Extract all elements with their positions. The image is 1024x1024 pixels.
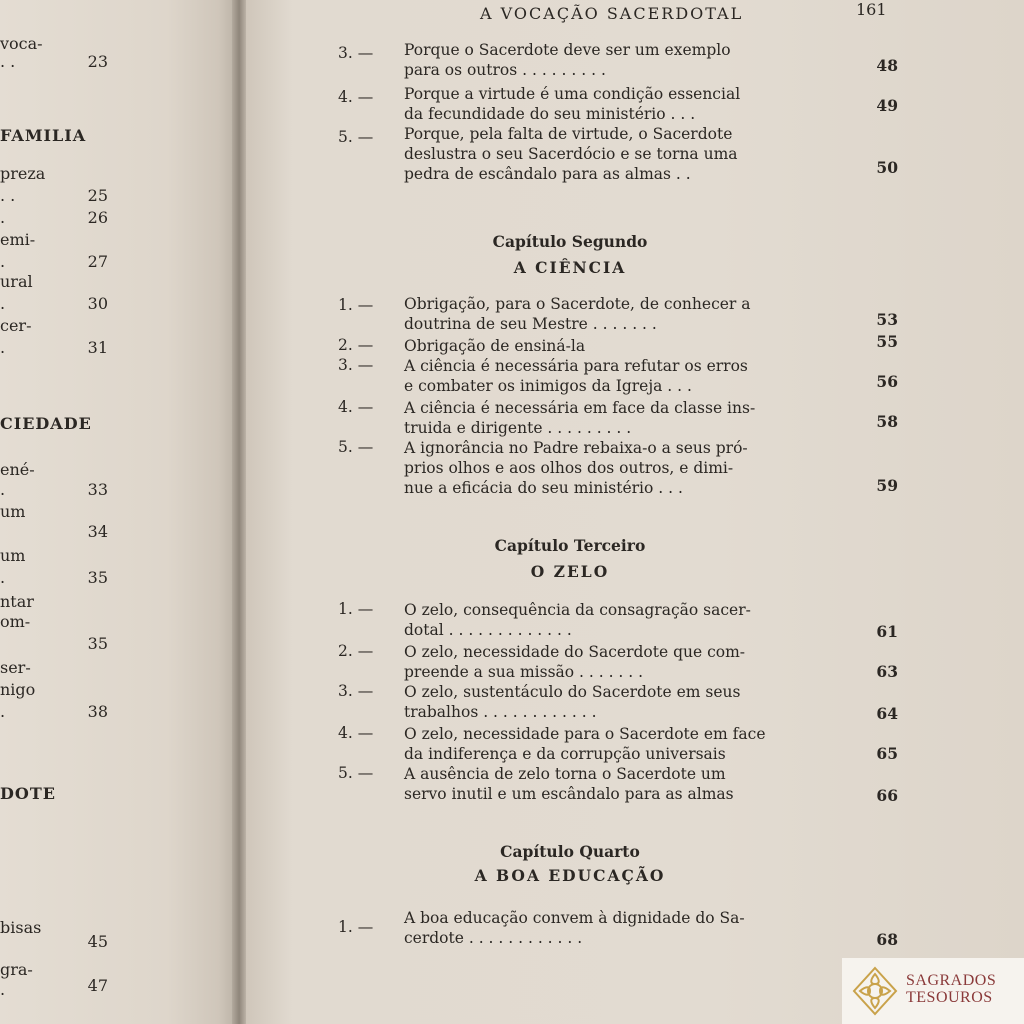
ornament-emblem-icon [850,964,900,1018]
left-row: . 26 [0,208,108,227]
left-row: . 47 [0,976,108,999]
toc-entry: 4. — A ciência é necessária em face da classe ins- truida e dirigente . . . . . . . . . 58 [338,398,898,437]
toc-entry: 5. — A ignorância no Padre rebaixa-o a seus pró- prios olhos e aos olhos dos outros, e dimi- nue a eficácia do seu ministério . . . 59 [338,438,898,497]
left-row: . . 23 [0,52,108,71]
chapter-title: O ZELO [530,562,610,581]
left-row: ural [0,272,33,291]
toc-entry: 5. — A ausência de zelo torna o Sacerdote um servo inutil e um escândalo para as almas 66 [338,764,898,805]
left-heading: DOTE [0,784,56,803]
left-row: emi- [0,230,36,249]
left-row: . . 25 [0,186,108,205]
left-row: . 30 [0,294,108,313]
running-head-page-number: 161 [856,0,887,19]
toc-entry: 5. — Porque, pela falta de virtude, o Sacerdote deslustra o seu Sacerdócio e se torna uma pedra de escândalo para as almas . . 50 [338,125,898,183]
left-row: bisas 45 [0,918,108,951]
left-row: 35 [87,634,108,653]
toc-entry: 4. — O zelo, necessidade para o Sacerdote em face da indiferença e da corrupção universais 65 [338,724,898,763]
left-row: nigo [0,680,36,699]
left-row: preza [0,164,46,183]
left-row: ser- [0,658,31,677]
left-row: . 33 [0,480,108,499]
left-heading: FAMILIA [0,126,87,145]
sagrados-tesouros-logo [842,958,1024,1024]
brand-name: SAGRADOS TESOUROS [906,972,997,1006]
chapter-label: Capítulo Segundo [492,232,648,251]
toc-entry: 3. — A ciência é necessária para refutar os erros e combater os inimigos da Igreja . . . 56 [338,356,898,395]
left-heading: CIEDADE [0,414,92,433]
toc-entry: 3. — Porque o Sacerdote deve ser um exemplo para os outros . . . . . . . . . 48 [338,41,898,79]
chapter-label: Capítulo Terceiro [494,536,646,555]
toc-entry: 1. — A boa educação convem à dignidade do Sa- cerdote . . . . . . . . . . . . 68 [338,909,898,949]
left-page [0,0,238,1024]
left-row: voca- [0,34,43,53]
toc-entry: 1. — Obrigação, para o Sacerdote, de conhecer a doutrina de seu Mestre . . . . . . . 53 [338,295,898,333]
left-row: cer- [0,316,32,335]
left-row: gra- [0,960,33,979]
toc-entry: 3. — O zelo, sustentáculo do Sacerdote em seus trabalhos . . . . . . . . . . . . 64 [338,682,898,723]
left-row: . 27 [0,252,108,271]
left-row: om- [0,612,31,631]
toc-entry: 4. — Porque a virtude é uma condição essencial da fecundidade do seu ministério . . . 49 [338,85,898,123]
left-row: ené- [0,460,35,479]
toc-entry: 2. — O zelo, necessidade do Sacerdote que com- preende a sua missão . . . . . . . 63 [338,642,898,681]
toc-entry: 2. — Obrigação de ensiná-la 55 [338,332,898,355]
chapter-title: A CIÊNCIA [513,258,627,277]
left-row: . 35 [0,568,108,587]
left-row: um [0,546,26,565]
toc-entry: 1. — O zelo, consequência da consagração sacer- dotal . . . . . . . . . . . . . 61 [338,600,898,641]
left-row: . 31 [0,338,108,357]
left-row: ntar [0,592,34,611]
left-row: um 34 [0,502,108,541]
chapter-title: A BOA EDUCAÇÃO [474,866,666,885]
chapter-label: Capítulo Quarto [500,842,640,861]
left-row: . 38 [0,702,108,721]
running-head-title: A VOCAÇÃO SACERDOTAL [480,4,744,23]
